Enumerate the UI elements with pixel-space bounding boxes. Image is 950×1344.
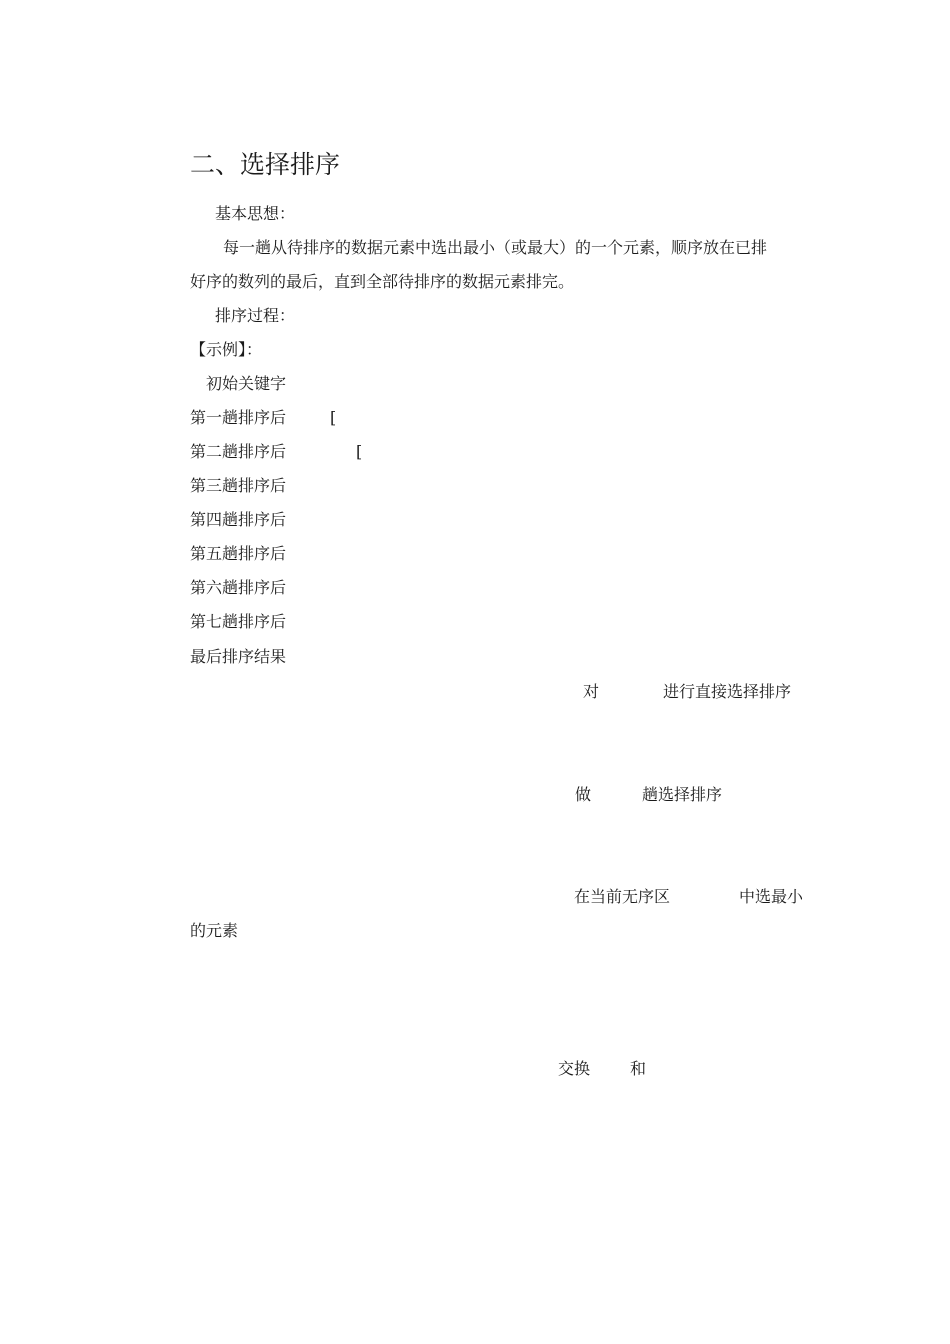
example-pass-7: 第七趟排序后 [190, 612, 287, 631]
process-label: 排序过程： [215, 306, 296, 325]
basic-idea-line-2: 好序的数列的最后，直到全部待排序的数据元素排完。 [190, 272, 575, 291]
section-title: 二、选择排序 [190, 150, 341, 179]
example-pass-1: 第一趟排序后 [190, 408, 287, 427]
example-pass-4: 第四趟排序后 [190, 510, 287, 529]
example-pass-6: 第六趟排序后 [190, 578, 287, 597]
example-label: 【示例】： [190, 340, 263, 359]
example-pass-5: 第五趟排序后 [190, 544, 287, 563]
example-final-result: 最后排序结果 [190, 647, 287, 666]
algo-line-1-b: 进行直接选择排序 [663, 682, 792, 701]
example-initial-keys: 初始关键字 [206, 374, 287, 393]
algo-line-1-a: 对 [583, 682, 600, 701]
algo-line-4-b: 和 [630, 1059, 647, 1078]
example-pass-3: 第三趟排序后 [190, 476, 287, 495]
example-pass-2-bracket: [ [356, 442, 363, 461]
algo-line-3-a: 在当前无序区 [574, 887, 671, 906]
example-pass-1-bracket: [ [330, 408, 337, 427]
basic-idea-line-1: 每一趟从待排序的数据元素中选出最小（或最大）的一个元素，顺序放在已排 [223, 238, 768, 257]
algo-line-4-a: 交换 [558, 1059, 591, 1078]
algo-line-3-continuation: 的元素 [190, 921, 239, 940]
algo-line-2-b: 趟选择排序 [642, 785, 723, 804]
basic-idea-label: 基本思想： [215, 204, 296, 223]
algo-line-2-a: 做 [575, 785, 592, 804]
algo-line-3-b: 中选最小 [739, 887, 804, 906]
example-pass-2: 第二趟排序后 [190, 442, 287, 461]
